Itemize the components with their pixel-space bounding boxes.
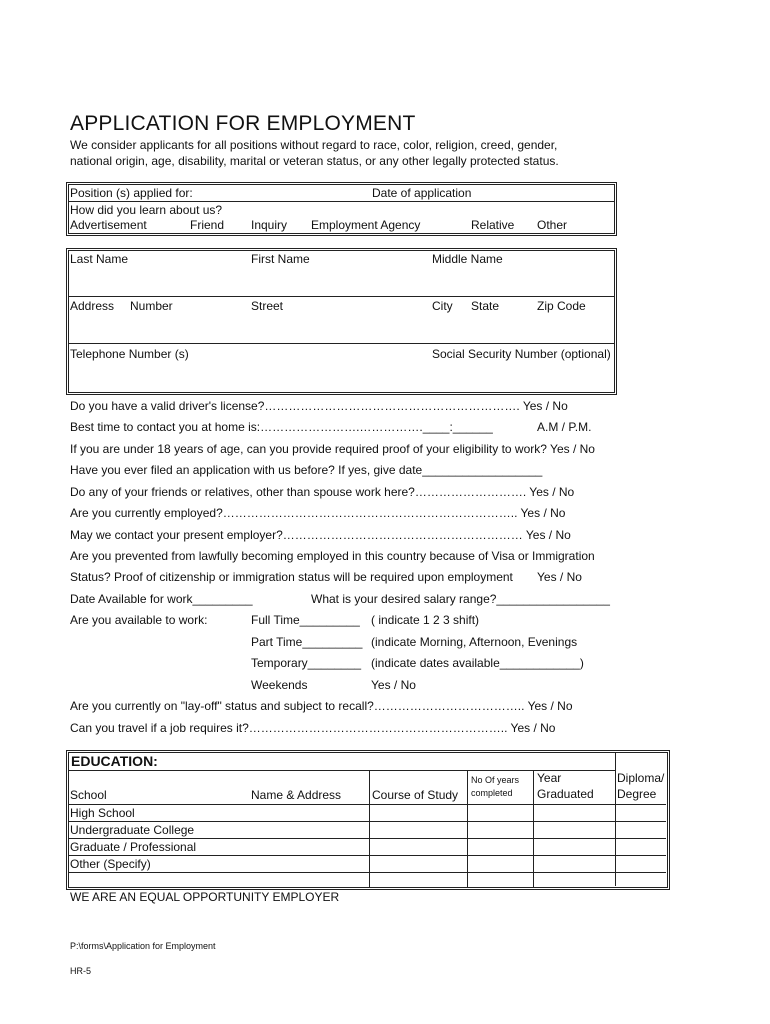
zip-code-field[interactable]: Zip Code — [537, 299, 586, 313]
ssn-field[interactable]: Social Security Number (optional) — [432, 347, 611, 361]
edu-row-high-school[interactable]: High School — [70, 806, 135, 820]
file-path: P:\forms\Application for Employment — [70, 941, 216, 951]
full-time-field[interactable]: Full Time_________ — [251, 613, 360, 627]
temporary-note: (indicate dates available____________) — [371, 656, 584, 670]
question-under-18[interactable]: If you are under 18 years of age, can you provide required proof of your eligibility to work? Yes / No — [70, 442, 595, 456]
edu-row-undergraduate[interactable]: Undergraduate College — [70, 823, 195, 837]
question-layoff[interactable]: Are you currently on "lay-off" status and subject to recall?……………………………….. Yes / No — [70, 699, 573, 713]
source-inquiry[interactable]: Inquiry — [251, 218, 288, 232]
divider — [68, 804, 666, 805]
city-field[interactable]: City — [432, 299, 453, 313]
source-friend[interactable]: Friend — [190, 218, 225, 232]
telephone-field[interactable]: Telephone Number (s) — [70, 347, 189, 361]
col-diploma-line1: Diploma/ — [617, 771, 665, 785]
full-time-note: ( indicate 1 2 3 shift) — [371, 613, 480, 627]
question-contact-employer[interactable]: May we contact your present employer?…………………………………………………… Yes / No — [70, 528, 571, 542]
weekends-label: Weekends — [251, 678, 308, 692]
first-name-field[interactable]: First Name — [251, 252, 310, 266]
question-best-time[interactable]: Best time to contact you at home is:…………………….…………….____:______ — [70, 420, 493, 434]
source-relative[interactable]: Relative — [471, 218, 515, 232]
weekends-answer[interactable]: Yes / No — [371, 678, 416, 692]
temporary-field[interactable]: Temporary________ — [251, 656, 362, 670]
salary-range-field[interactable]: What is your desired salary range?_________________ — [311, 592, 610, 606]
education-title: EDUCATION: — [71, 753, 158, 769]
question-license[interactable]: Do you have a valid driver's license?………………………………………………………. Yes / No — [70, 399, 568, 413]
edu-row-other[interactable]: Other (Specify) — [70, 857, 151, 871]
col-year-line2: Graduated — [537, 787, 594, 801]
col-years-line1: No Of years — [471, 775, 520, 785]
personal-info-section-inner — [68, 250, 615, 393]
form-code: HR-5 — [70, 966, 92, 976]
divider — [68, 343, 614, 344]
available-label: Are you available to work: — [70, 613, 208, 627]
source-advertisement[interactable]: Advertisement — [70, 218, 147, 232]
divider — [615, 752, 616, 886]
address-label: Address — [70, 299, 115, 313]
question-filed-before[interactable]: Have you ever filed an application with us before? If yes, give date__________________ — [70, 463, 543, 477]
intro-line-1: We consider applicants for all positions without regard to race, color, religion, creed, gender, — [70, 138, 558, 152]
page-title: APPLICATION FOR EMPLOYMENT — [70, 112, 416, 135]
question-friends[interactable]: Do any of your friends or relatives, other than spouse work here?………………………. Yes / No — [70, 485, 575, 499]
intro-line-2: national origin, age, disability, marital or veteran status, or any other legally protected status. — [70, 154, 559, 168]
question-status: Status? Proof of citizenship or immigration status will be required upon employment — [70, 570, 513, 584]
col-course: Course of Study — [372, 788, 459, 802]
divider — [68, 855, 666, 856]
last-name-field[interactable]: Last Name — [70, 252, 129, 266]
col-year-line1: Year — [537, 771, 562, 785]
question-travel[interactable]: Can you travel if a job requires it?……………………………………………………….. Yes / No — [70, 721, 556, 735]
col-years-line2: completed — [471, 788, 513, 798]
col-school: School — [70, 788, 107, 802]
best-time-ampm[interactable]: A.M / P.M. — [537, 420, 592, 434]
position-field[interactable]: Position (s) applied for: — [70, 186, 193, 200]
date-available-field[interactable]: Date Available for work_________ — [70, 592, 253, 606]
divider — [68, 296, 614, 297]
street-field[interactable]: Street — [251, 299, 284, 313]
how-learned-label: How did you learn about us? — [70, 203, 223, 217]
col-name-address: Name & Address — [251, 788, 342, 802]
divider — [68, 838, 666, 839]
status-answer[interactable]: Yes / No — [537, 570, 582, 584]
question-employed[interactable]: Are you currently employed?……………………………………………………………….. Yes / No — [70, 506, 566, 520]
education-section-inner — [68, 752, 668, 888]
question-prevented: Are you prevented from lawfully becoming employed in this country because of Visa or Immigration — [70, 549, 595, 563]
source-other[interactable]: Other — [537, 218, 568, 232]
address-number-field[interactable]: Number — [130, 299, 173, 313]
state-field[interactable]: State — [471, 299, 500, 313]
edu-row-graduate[interactable]: Graduate / Professional — [70, 840, 197, 854]
divider — [68, 872, 666, 873]
divider — [533, 770, 534, 887]
source-employment-agency[interactable]: Employment Agency — [311, 218, 421, 232]
col-diploma-line2: Degree — [617, 787, 657, 801]
divider — [68, 821, 666, 822]
part-time-note: (indicate Morning, Afternoon, Evenings — [371, 635, 578, 649]
middle-name-field[interactable]: Middle Name — [432, 252, 503, 266]
equal-opportunity-statement: WE ARE AN EQUAL OPPORTUNITY EMPLOYER — [70, 890, 340, 904]
part-time-field[interactable]: Part Time_________ — [251, 635, 363, 649]
divider — [369, 770, 370, 887]
divider — [68, 201, 614, 202]
divider — [467, 770, 468, 887]
date-of-application-field[interactable]: Date of application — [372, 186, 472, 200]
